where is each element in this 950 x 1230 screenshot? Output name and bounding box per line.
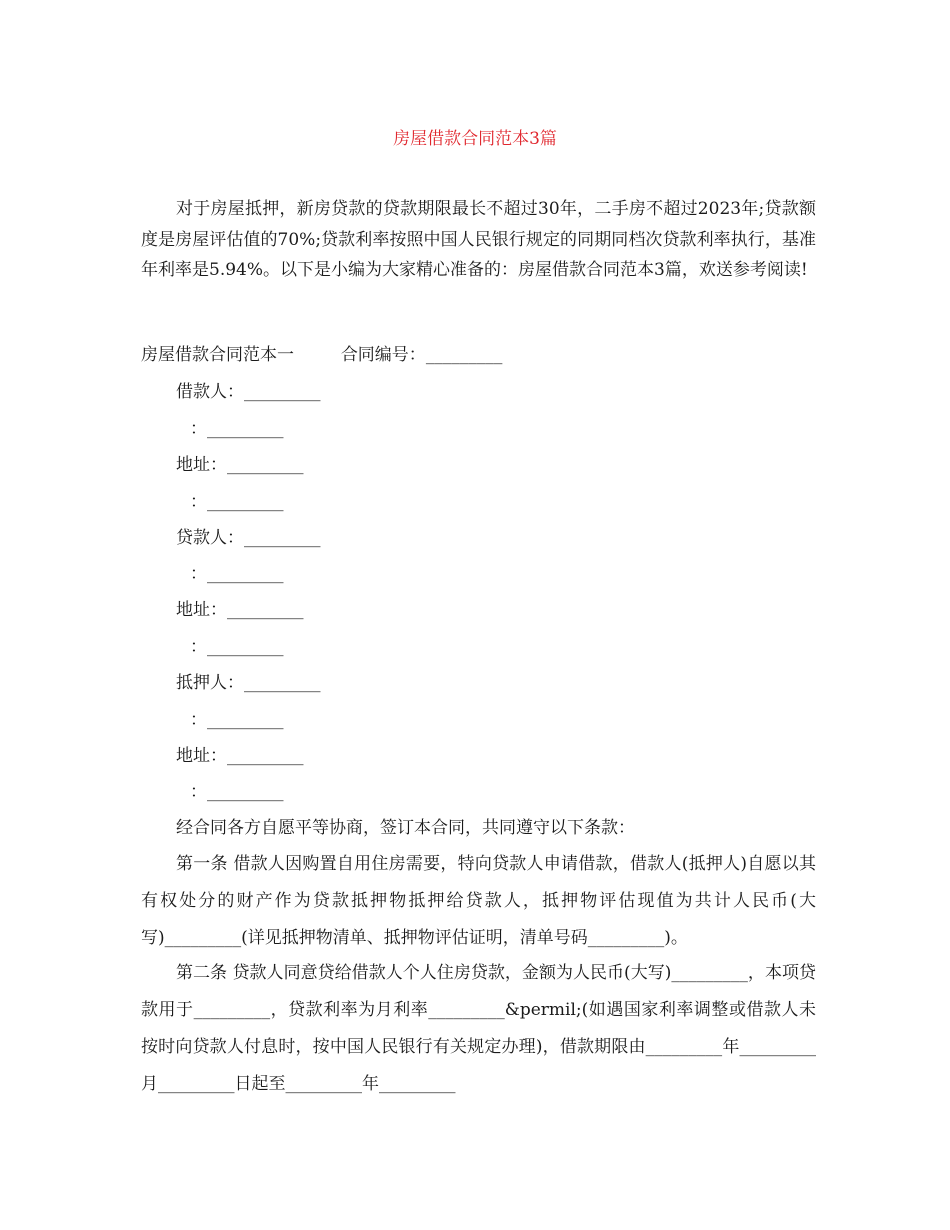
clause-1-text: 第一条 借款人因购置自用住房需要，特向贷款人申请借款，借款人(抵押人)自愿以其有权处分的财产作为贷款抵押物抵押给贷款人，抵押物评估现值为共计人民币(大写) (141, 854, 816, 948)
clause-1-blank-amount: _________ (164, 928, 242, 948)
field-label: 地址： (176, 455, 227, 475)
clause-2-end-year-label: 年 (362, 1074, 379, 1094)
field-label: 地址： (176, 746, 227, 766)
field-blank: _________ (244, 673, 321, 693)
clause-2-year-label: 年 (722, 1037, 740, 1057)
clause-1 (141, 846, 816, 957)
field-blank: _________ (227, 746, 304, 766)
clause-2-day-label: 日起至 (234, 1074, 286, 1094)
clause-1-text-2: (详见抵押物清单、抵押物评估证明，清单号码 (241, 928, 588, 948)
field-blank: _________ (244, 382, 321, 402)
document-title: 房屋借款合同范本3篇 (393, 129, 557, 149)
field-borrower-address-extra (190, 490, 284, 514)
field-blank: _________ (207, 637, 284, 657)
field-label: ： (190, 419, 207, 439)
clause-2-blank-start-day: _________ (158, 1074, 235, 1094)
field-label: ： (190, 564, 207, 584)
field-lender-extra (190, 562, 284, 586)
agreement-text: 经合同各方自愿平等协商，签订本合同，共同遵守以下条款： (176, 818, 635, 838)
clause-2-blank-end-month: _________ (379, 1074, 456, 1094)
field-label: ： (190, 782, 207, 802)
contract-no-blank: _________ (425, 345, 503, 365)
clause-2-text-3: ，贷款利率为月利率 (270, 1000, 429, 1020)
contract-heading-line (141, 343, 502, 367)
field-label: 借款人： (176, 382, 244, 402)
field-borrower (176, 380, 321, 404)
field-blank: _________ (207, 710, 284, 730)
clause-2-text-2: ，本项贷款用于 (141, 963, 817, 1020)
clause-2-blank-purpose: _________ (193, 1000, 271, 1020)
field-lender (176, 526, 321, 550)
field-blank: _________ (227, 455, 304, 475)
field-borrower-address (176, 453, 304, 477)
field-blank: _________ (207, 419, 284, 439)
field-label: 地址： (176, 600, 227, 620)
field-label: 抵押人： (176, 673, 244, 693)
contract-no-label: 合同编号： (340, 345, 426, 365)
clause-1-text-3: )。 (664, 928, 688, 948)
clause-2 (141, 955, 816, 1103)
field-blank: _________ (227, 600, 304, 620)
field-borrower-extra (190, 417, 284, 441)
clause-2-blank-start-month: _________ (739, 1037, 816, 1057)
field-blank: _________ (207, 564, 284, 584)
field-lender-address-extra (190, 635, 284, 659)
clause-2-text-4: &permil;(如遇国家利率调整或借款人未按时向贷款人付息时，按中国人民银行有关规定办理)，借款期限由 (141, 1000, 817, 1057)
field-mortgagor-address-extra (190, 780, 284, 804)
clause-2-blank-start-year: _________ (645, 1037, 723, 1057)
clause-2-blank-rate: _________ (428, 1000, 505, 1020)
clause-2-blank-end-year: _________ (285, 1074, 362, 1094)
field-mortgagor-extra (190, 708, 284, 732)
clause-2-text: 第二条 贷款人同意贷给借款人个人住房贷款，金额为人民币(大写) (176, 963, 672, 983)
field-mortgagor-address (176, 744, 304, 768)
field-label: 贷款人： (176, 528, 244, 548)
contract-heading: 房屋借款合同范本一 (141, 345, 294, 365)
field-label: ： (190, 637, 207, 657)
field-lender-address (176, 598, 304, 622)
field-blank: _________ (207, 492, 284, 512)
intro-paragraph: 对于房屋抵押，新房贷款的贷款期限最长不超过30年，二手房不超过2023年;贷款额度是房屋评估值的70%;贷款利率按照中国人民银行规定的同期同档次贷款利率执行，基准年利率是5.94%。以下是小编为大家精心准备的：房屋借款合同范本3篇，欢送参考阅读! (141, 199, 816, 280)
field-mortgagor (176, 671, 321, 695)
field-label: ： (190, 492, 207, 512)
field-blank: _________ (244, 528, 321, 548)
clause-2-month-label: 月 (141, 1074, 158, 1094)
clause-1-blank-list-no: _________ (587, 928, 665, 948)
field-blank: _________ (207, 782, 284, 802)
field-label: ： (190, 710, 207, 730)
clause-2-blank-amount: _________ (671, 963, 748, 983)
